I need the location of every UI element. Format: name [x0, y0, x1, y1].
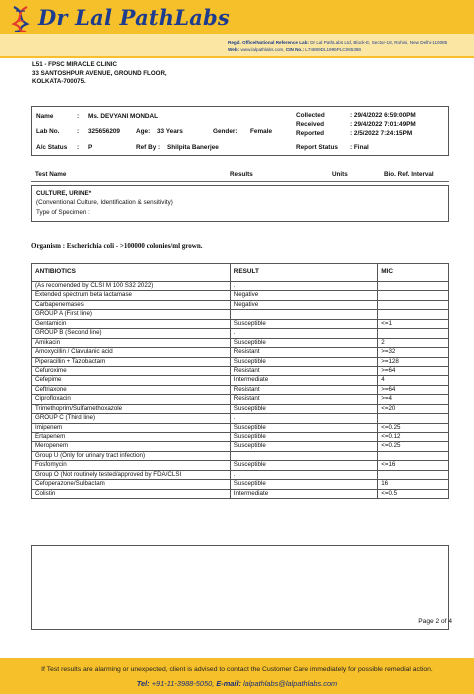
- table-row: [32, 451, 449, 460]
- antibiotic-name-cell: Meropenem: [32, 442, 231, 451]
- mic-cell: >=4: [378, 395, 449, 404]
- cin-text: L74899DL1995PLC065388: [305, 47, 361, 52]
- mic-cell: [378, 310, 449, 319]
- report-status-value: : Final: [350, 144, 369, 151]
- culture-test-box: [31, 185, 449, 222]
- result-cell: Susceptible: [230, 404, 377, 413]
- mic-cell: <=0.5: [378, 489, 449, 498]
- result-cell: Susceptible: [230, 338, 377, 347]
- gender-label: Gender:: [213, 128, 238, 135]
- antibiotic-name-cell: Group U (Only for urinary tract infection): [32, 451, 231, 460]
- age-value: 33 Years: [157, 128, 183, 135]
- culture-title: CULTURE, URINE*: [36, 190, 92, 197]
- received-value: : 29/4/2022 7:01:49PM: [350, 121, 416, 128]
- result-cell: Susceptible: [230, 433, 377, 442]
- regd-label: Regd. Office/National Reference Lab:: [228, 40, 309, 45]
- antibiotic-name-cell: Gentamicin: [32, 319, 231, 328]
- web-label: Web:: [228, 47, 240, 52]
- mic-cell: [378, 300, 449, 309]
- result-cell: .: [230, 329, 377, 338]
- cin-label: CIN No.:: [285, 47, 305, 52]
- mic-cell: <=16: [378, 461, 449, 470]
- address-line-2: 33 SANTOSHPUR AVENUE, GROUND FLOOR,: [32, 69, 167, 77]
- table-row: [32, 461, 449, 470]
- antibiotic-name-cell: GROUP B (Second line): [32, 329, 231, 338]
- header-mic: MIC: [378, 264, 449, 282]
- antibiotic-name-cell: Colistin: [32, 489, 231, 498]
- result-cell: Susceptible: [230, 461, 377, 470]
- antibiotic-name-cell: GROUP C (Third line): [32, 414, 231, 423]
- antibiotic-name-cell: Ceftriaxone: [32, 385, 231, 394]
- mic-cell: [378, 329, 449, 338]
- mic-cell: [378, 451, 449, 460]
- result-cell: .: [230, 414, 377, 423]
- header-result: RESULT: [230, 264, 377, 282]
- mic-cell: [378, 414, 449, 423]
- table-row: [32, 414, 449, 423]
- address-line-3: KOLKATA-700075.: [32, 78, 86, 86]
- report-status-label: Report Status: [296, 144, 338, 151]
- table-row: [32, 385, 449, 394]
- col-test-name: Test Name: [35, 171, 67, 178]
- mic-cell: [378, 470, 449, 479]
- mic-cell: >=64: [378, 366, 449, 375]
- dna-logo-icon: [10, 6, 32, 32]
- lab-no-colon: :: [77, 128, 80, 135]
- result-cell: Susceptible: [230, 442, 377, 451]
- regd-text: Dr Lal PathLabs Ltd, Block-E, Sector-18, Rohini, New Delhi-110085: [310, 40, 448, 45]
- email-value[interactable]: lalpathlabs@lalpathlabs.com: [243, 679, 338, 688]
- antibiotic-name-cell: Group O (Not routinely tested/approved by FDA/CLSI: [32, 470, 231, 479]
- antibiotics-table: [31, 263, 449, 499]
- mic-cell: <=1: [378, 319, 449, 328]
- ref-by-value: Shilpita Banerjee: [167, 144, 219, 151]
- result-cell: Negative: [230, 291, 377, 300]
- result-cell: Intermediate: [230, 376, 377, 385]
- antibiotic-name-cell: (As recomended by CLSI M 100 S32 2022): [32, 282, 231, 291]
- table-row: [32, 310, 449, 319]
- footer-contact: [0, 679, 474, 688]
- patient-name: Ms. DEVYANI MONDAL: [88, 113, 159, 120]
- specimen-label: Type of Specimen :: [36, 209, 90, 216]
- collected-label: Collected: [296, 112, 325, 119]
- table-row: [32, 480, 449, 489]
- antibiotic-name-cell: Amoxycillin / Clavulanic acid: [32, 348, 231, 357]
- antibiotic-name-cell: Amikacin: [32, 338, 231, 347]
- mic-cell: >=64: [378, 385, 449, 394]
- result-cell: Susceptible: [230, 480, 377, 489]
- result-cell: Resistant: [230, 395, 377, 404]
- clinic-address: [32, 61, 167, 87]
- antibiotic-name-cell: Cefoperazone/Sulbactam: [32, 480, 231, 489]
- result-cell: Susceptible: [230, 357, 377, 366]
- table-row: [32, 329, 449, 338]
- table-header-row: [32, 264, 449, 282]
- logo-wordmark: Dr Lal PathLabs: [38, 5, 230, 30]
- header-antibiotics: ANTIBIOTICS: [32, 264, 231, 282]
- col-bio-ref: Bio. Ref. Interval: [384, 171, 434, 178]
- table-row: [32, 291, 449, 300]
- result-cell: .: [230, 282, 377, 291]
- antibiotic-name-cell: Piperacillin + Tazobactam: [32, 357, 231, 366]
- mic-cell: >=32: [378, 348, 449, 357]
- mic-cell: [378, 291, 449, 300]
- mic-cell: <=0.25: [378, 442, 449, 451]
- table-row: [32, 489, 449, 498]
- result-cell: Susceptible: [230, 319, 377, 328]
- table-row: [32, 470, 449, 479]
- web-link[interactable]: www.lalpathlabs.com,: [240, 47, 285, 52]
- mic-cell: >=128: [378, 357, 449, 366]
- address-line-1: L51 - FPSC MIRACLE CLINIC: [32, 61, 117, 68]
- patient-info-box: [31, 106, 449, 156]
- name-label: Name: [36, 113, 54, 120]
- table-row: [32, 338, 449, 347]
- col-units: Units: [332, 171, 348, 178]
- mic-cell: <=0.12: [378, 433, 449, 442]
- table-row: [32, 404, 449, 413]
- table-row: [32, 433, 449, 442]
- heading-divider: [31, 181, 449, 182]
- reported-label: Reported: [296, 130, 325, 137]
- table-row: [32, 357, 449, 366]
- organism-result: Organism : Escherichia coli - >100000 colonies/ml grown.: [31, 242, 203, 250]
- mic-cell: [378, 282, 449, 291]
- mic-cell: 2: [378, 338, 449, 347]
- antibiotic-name-cell: Carbapenemases: [32, 300, 231, 309]
- result-cell: Resistant: [230, 366, 377, 375]
- result-cell: Negative: [230, 300, 377, 309]
- mic-cell: 4: [378, 376, 449, 385]
- ac-status-colon: :: [77, 144, 80, 151]
- page-number: Page 2 of 4: [418, 618, 452, 625]
- table-row: [32, 282, 449, 291]
- antibiotic-name-cell: Extended spectrum beta lactamase: [32, 291, 231, 300]
- antibiotic-name-cell: Imipenem: [32, 423, 231, 432]
- page-footer: [0, 658, 474, 694]
- page-header: [0, 0, 474, 58]
- antibiotic-name-cell: Fosfomycin: [32, 461, 231, 470]
- col-results: Results: [230, 171, 253, 178]
- blank-report-area: [31, 545, 449, 630]
- tel-label: Tel:: [136, 679, 150, 688]
- ac-status-value: P: [88, 144, 93, 151]
- result-cell: Susceptible: [230, 423, 377, 432]
- table-row: [32, 300, 449, 309]
- age-label: Age:: [136, 128, 151, 135]
- antibiotics-table-body: [32, 282, 449, 499]
- antibiotic-name-cell: Ciprofloxacin: [32, 395, 231, 404]
- table-row: [32, 442, 449, 451]
- antibiotic-name-cell: Cefepime: [32, 376, 231, 385]
- antibiotic-name-cell: Ertapenem: [32, 433, 231, 442]
- result-cell: Intermediate: [230, 489, 377, 498]
- antibiotic-name-cell: Cefuroxime: [32, 366, 231, 375]
- reported-value: : 2/5/2022 7:24:15PM: [350, 130, 413, 137]
- tel-value[interactable]: +91-11-3988-5050,: [151, 679, 215, 688]
- table-row: [32, 319, 449, 328]
- result-cell: .: [230, 470, 377, 479]
- mic-cell: <=0.25: [378, 423, 449, 432]
- table-row: [32, 366, 449, 375]
- mic-cell: <=20: [378, 404, 449, 413]
- table-row: [32, 376, 449, 385]
- received-label: Received: [296, 121, 325, 128]
- name-colon: :: [77, 113, 80, 120]
- gender-value: Female: [250, 128, 273, 135]
- antibiotic-name-cell: Trimethoprim/Sulfamethoxazole: [32, 404, 231, 413]
- antibiotic-name-cell: GROUP A (First line): [32, 310, 231, 319]
- table-row: [32, 348, 449, 357]
- lab-no-label: Lab No.: [36, 128, 60, 135]
- ref-by-label: Ref By :: [136, 144, 161, 151]
- collected-value: : 29/4/2022 6:59:00PM: [350, 112, 416, 119]
- result-cell: Resistant: [230, 385, 377, 394]
- table-row: [32, 395, 449, 404]
- email-label: E-mail:: [216, 679, 241, 688]
- ac-status-label: A/c Status: [36, 144, 68, 151]
- result-cell: [230, 310, 377, 319]
- culture-subtitle: (Conventional Culture, Identification & sensitivity): [36, 199, 173, 206]
- mic-cell: 16: [378, 480, 449, 489]
- result-cell: Resistant: [230, 348, 377, 357]
- result-cell: [230, 451, 377, 460]
- table-row: [32, 423, 449, 432]
- registered-office-info: [228, 39, 460, 53]
- lab-no-value: 325656209: [88, 128, 120, 135]
- footer-advisory: If Test results are alarming or unexpected, client is advised to contact the Customer Care immediately for possible remedial action.: [41, 666, 433, 673]
